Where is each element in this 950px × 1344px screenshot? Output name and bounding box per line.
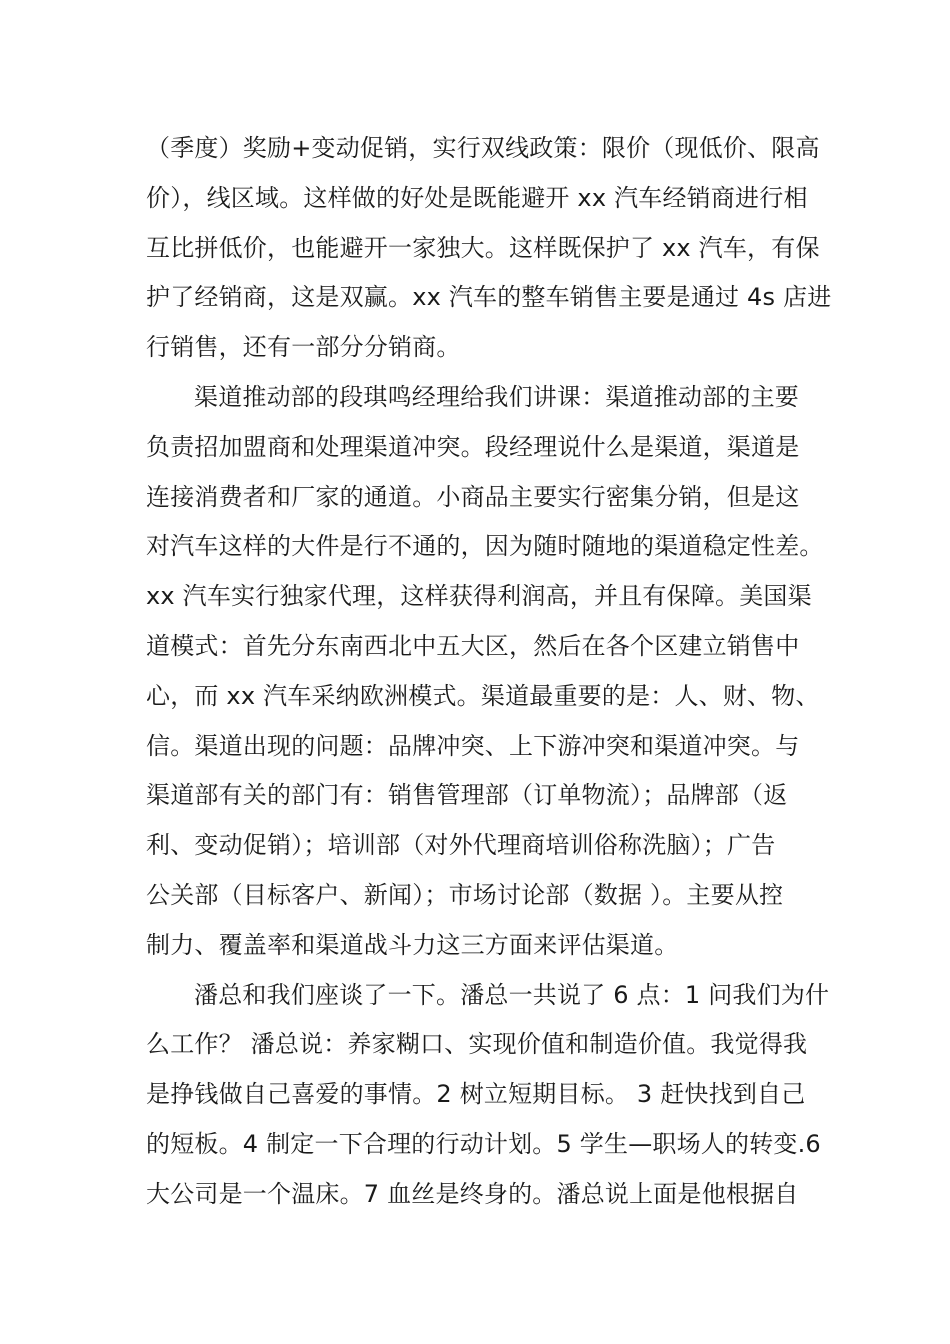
text-line: xx 汽车实行独家代理，这样获得利润高，并且有保障。美国渠 (146, 582, 812, 611)
text-line: 是挣钱做自己喜爱的事情。2 树立短期目标。 3 赶快找到自己 (146, 1080, 806, 1109)
text-line: 心，而 xx 汽车采纳欧洲模式。渠道最重要的是：人、财、物、 (146, 681, 820, 710)
text-line: 大公司是一个温床。7 血丝是终身的。潘总说上面是他根据自 (146, 1179, 799, 1208)
text-line: 护了经销商，这是双赢。xx 汽车的整车销售主要是通过 4s 店进 (146, 283, 832, 312)
text-line: 对汽车这样的大件是行不通的，因为随时随地的渠道稳定性差。 (146, 532, 824, 561)
text-line: 信。渠道出现的问题：品牌冲突、上下游冲突和渠道冲突。与 (146, 731, 800, 760)
text-line: 道模式：首先分东南西北中五大区，然后在各个区建立销售中 (146, 631, 800, 660)
paragraph-channel-lecture (146, 373, 824, 971)
paragraph-sales-policy (146, 124, 832, 373)
text-line: 么工作？ 潘总说：养家糊口、实现价值和制造价值。我觉得我 (146, 1030, 808, 1059)
text-line: 利、变动促销）；培训部（对外代理商培训俗称洗脑）；广告 (146, 831, 776, 860)
text-line: 渠道部有关的部门有：销售管理部（订单物流）；品牌部（返 (146, 781, 788, 810)
text-line: 的短板。4 制定一下合理的行动计划。5 学生—职场人的转变.6 (146, 1129, 821, 1158)
text-line: 行销售，还有一部分分销商。 (146, 333, 461, 362)
text-line: 连接消费者和厂家的通道。小商品主要实行密集分销，但是这 (146, 482, 800, 511)
paragraph-manager-talk (146, 971, 830, 1220)
text-line: （季度）奖励+变动促销，实行双线政策：限价（现低价、限高 (146, 134, 820, 162)
text-line: 互比拼低价，也能避开一家独大。这样既保护了 xx 汽车，有保 (146, 233, 820, 262)
text-line: 制力、覆盖率和渠道战斗力这三方面来评估渠道。 (146, 930, 679, 959)
document-body (146, 124, 832, 1220)
text-line: 负责招加盟商和处理渠道冲突。段经理说什么是渠道，渠道是 (146, 432, 800, 461)
text-line: 公关部（目标客户、新闻）；市场讨论部（数据 ）。主要从控 (146, 880, 784, 909)
text-line: 价），线区域。这样做的好处是既能避开 xx 汽车经销商进行相 (146, 183, 808, 212)
text-line: 潘总和我们座谈了一下。潘总一共说了 6 点：1 问我们为什 (194, 980, 830, 1009)
text-line: 渠道推动部的段琪鸣经理给我们讲课：渠道推动部的主要 (194, 382, 799, 411)
